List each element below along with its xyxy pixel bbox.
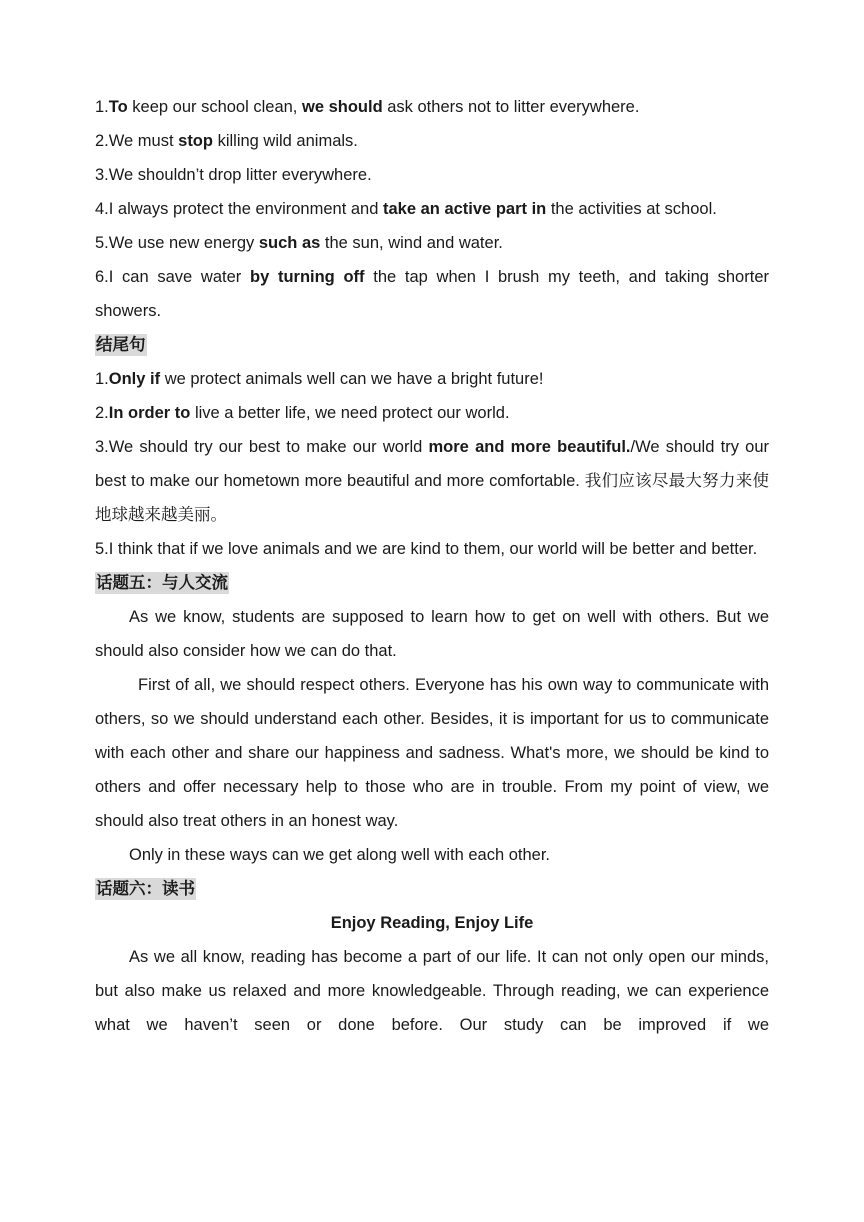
ending-sentence-1 xyxy=(95,362,769,396)
bold-phrase: take an active part in xyxy=(383,200,547,218)
topic6-essay xyxy=(95,940,769,1042)
text: we protect animals well can we have a bright future! xyxy=(160,370,544,388)
heading-label: 话题六：读书 xyxy=(96,880,195,898)
bold-phrase: such as xyxy=(258,234,321,252)
sentence-1 xyxy=(95,90,769,124)
text: 1. xyxy=(95,98,109,116)
text: 3.We shouldn’t drop litter everywhere. xyxy=(95,166,372,184)
text: the activities at school. xyxy=(546,200,717,218)
section-heading-topic6 xyxy=(95,872,769,906)
text: keep our school clean, xyxy=(127,98,302,116)
text: /We should try our best to make our hometown more beautiful and more comfortable. 我们应该尽最大努力来使地球越来越美丽。 xyxy=(95,438,770,524)
text: live a better life, we need protect our world. xyxy=(190,404,510,422)
paragraph: First of all, we should respect others. Everyone has his own way to communicate with others, so we should understand each other. Besides, it is important for us to communicate with each other and share our happiness and sadness. What's more, we should be kind to others and offer necessary help to those who are in trouble. From my point of view, we should also treat others in an honest way. xyxy=(95,676,769,830)
text: the tap when I brush my teeth, and taking shorter showers. xyxy=(95,268,769,320)
bold-phrase: In order to xyxy=(108,404,191,422)
sentence-5 xyxy=(95,226,769,260)
section-heading-topic5 xyxy=(95,566,769,600)
paragraph: As we know, students are supposed to learn how to get on well with others. But we should also consider how we can do that. xyxy=(95,608,769,660)
bold-phrase: To xyxy=(108,98,128,116)
ending-sentence-3 xyxy=(95,430,769,532)
text: killing wild animals. xyxy=(212,132,358,150)
topic5-essay xyxy=(95,600,769,872)
text: 3.We should try our best to make our world xyxy=(95,438,429,456)
document-page xyxy=(95,90,769,1042)
text: 5.We use new energy xyxy=(95,234,259,252)
sentence-3 xyxy=(95,158,769,192)
paragraph: Only in these ways can we get along well with each other. xyxy=(129,846,550,864)
ending-sentence-5 xyxy=(95,532,769,566)
bold-phrase: stop xyxy=(178,132,213,150)
text: 2.We must xyxy=(95,132,179,150)
essay-title: Enjoy Reading, Enjoy Life xyxy=(330,914,534,932)
heading-label: 结尾句 xyxy=(96,336,146,354)
text: 6.I can save water xyxy=(95,268,250,286)
text: 1. xyxy=(95,370,109,388)
sentence-2 xyxy=(95,124,769,158)
text: 2. xyxy=(95,404,109,422)
section-heading-ending xyxy=(95,328,769,362)
sentence-4 xyxy=(95,192,769,226)
bold-phrase: Only if xyxy=(108,370,161,388)
sentence-6 xyxy=(95,260,769,328)
bold-phrase: by turning off xyxy=(249,268,365,286)
heading-label: 话题五：与人交流 xyxy=(96,574,228,592)
text: ask others not to litter everywhere. xyxy=(382,98,640,116)
paragraph: As we all know, reading has become a part of our life. It can not only open our minds, but also make us relaxed and more knowledgeable. Through reading, we can experience what we haven’t seen or done before. Our study can be improved if we xyxy=(95,948,769,1034)
text: 4.I always protect the environment and xyxy=(95,200,383,218)
ending-sentence-2 xyxy=(95,396,769,430)
bold-phrase: we should xyxy=(301,98,383,116)
bold-phrase: more and more beautiful. xyxy=(428,438,631,456)
text: 5.I think that if we love animals and we are kind to them, our world will be better and better. xyxy=(95,540,758,558)
text: the sun, wind and water. xyxy=(320,234,503,252)
